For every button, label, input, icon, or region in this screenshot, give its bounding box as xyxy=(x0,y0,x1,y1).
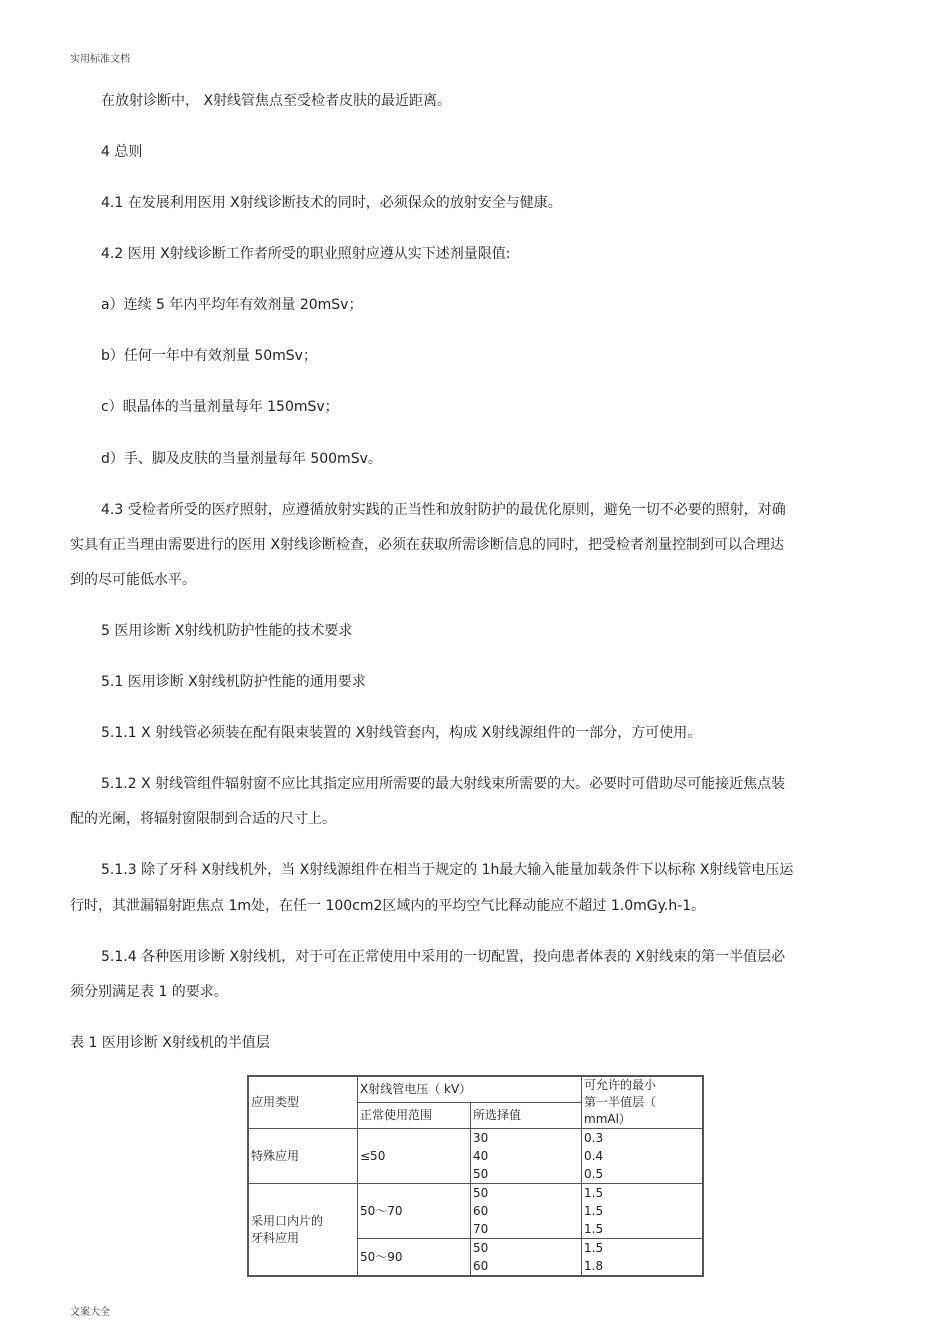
paragraph-line: 4.1 在发展利用医用 X射线诊断技术的同时，必须保众的放射安全与健康。 xyxy=(101,195,562,211)
selected-value: 70 xyxy=(473,1222,489,1236)
paragraph-line: 到的尽可能低水平。 xyxy=(70,572,196,588)
list-item: a）连续 5 年内平均年有效剂量 20mSv； xyxy=(101,297,363,313)
paragraph-line: 配的光阑，将辐射窗限制到合适的尺寸上。 xyxy=(70,811,336,827)
hvl-value: 0.4 xyxy=(584,1149,604,1163)
header-cell-selected: 所选择值 xyxy=(471,1103,582,1129)
section-heading-5-1: 5.1 医用诊断 X射线机防护性能的通用要求 xyxy=(101,674,366,690)
paragraph-line: 5.1.2 X 射线管组件辐射窗不应比其指定应用所需要的最大射线束所需要的大。必要时可借助尽可能接近焦点装 xyxy=(101,776,786,792)
table-row xyxy=(248,1184,703,1239)
hvl-value: 0.5 xyxy=(584,1167,604,1181)
header-hvl-line2: 第一半值层（ mmAl） xyxy=(584,1095,657,1126)
paragraph-line: 行时，其泄漏辐射距焦点 1m处，在任一 100cm2区域内的平均空气比释动能应不超过 1.0mGy.h-1。 xyxy=(70,898,706,914)
selected-value: 50 xyxy=(473,1241,489,1255)
paragraph-line: 4.3 受检者所受的医疗照射，应遵循放射实践的正当性和放射防护的最优化原则，避免一切不必要的照射，对确 xyxy=(101,502,786,518)
paragraph-line: 4.2 医用 X射线诊断工作者所受的职业照射应遵从实下述剂量限值: xyxy=(101,246,511,262)
paragraph-line: 实具有正当理由需要进行的医用 X射线诊断检查，必须在获取所需诊断信息的同时，把受检者剂量控制到可以合理达 xyxy=(70,537,785,553)
list-item: b）任何一年中有效剂量 50mSv； xyxy=(101,348,317,364)
page-footer: 文案大全 xyxy=(70,1307,110,1318)
cell-selected xyxy=(471,1129,582,1184)
hvl-value: 1.5 xyxy=(584,1204,604,1218)
selected-value: 60 xyxy=(473,1204,489,1218)
cell-type-line2: 牙科应用 xyxy=(251,1230,300,1245)
cell-type-line1: 采用口内片的 xyxy=(251,1213,324,1228)
header-cell-voltage: X射线管电压（ kV） xyxy=(358,1076,582,1103)
table-caption: 表 1 医用诊断 X射线机的半值层 xyxy=(70,1035,270,1051)
section-heading-5: 5 医用诊断 X射线机防护性能的技术要求 xyxy=(101,623,353,639)
selected-value: 60 xyxy=(473,1259,489,1273)
hvl-value: 1.5 xyxy=(584,1222,604,1236)
hvl-table xyxy=(247,1075,704,1277)
page-header: 实用标准文档 xyxy=(70,54,130,65)
cell-selected xyxy=(471,1184,582,1239)
hvl-value: 1.5 xyxy=(584,1241,604,1255)
cell-range: 50～90 xyxy=(358,1239,471,1277)
paragraph-line: 5.1.1 X 射线管必须装在配有限束装置的 X射线管套内，构成 X射线源组件的一部分，方可使用。 xyxy=(101,725,702,741)
cell-hvl xyxy=(582,1184,704,1239)
list-item: d）手、脚及皮肤的当量剂量每年 500mSv。 xyxy=(101,451,382,467)
cell-range: ≤50 xyxy=(358,1129,471,1184)
paragraph-line: 5.1.3 除了牙科 X射线机外，当 X射线源组件在相当于规定的 1h最大输入能量加载条件下以标称 X射线管电压运 xyxy=(101,862,794,878)
paragraph-line: 须分别满足表 1 的要求。 xyxy=(70,984,228,1000)
cell-type xyxy=(248,1184,358,1277)
selected-value: 40 xyxy=(473,1149,489,1163)
table-row xyxy=(248,1129,703,1184)
cell-range: 50～70 xyxy=(358,1184,471,1239)
header-cell-range: 正常使用范围 xyxy=(358,1103,471,1129)
hvl-value: 0.3 xyxy=(584,1131,604,1145)
list-item: c）眼晶体的当量剂量每年 150mSv； xyxy=(101,399,339,415)
paragraph-line: 5.1.4 各种医用诊断 X射线机，对于可在正常使用中采用的一切配置，投向患者体表的 X射线束的第一半值层必 xyxy=(101,949,786,965)
section-heading-4: 4 总则 xyxy=(101,144,143,160)
selected-value: 50 xyxy=(473,1167,489,1181)
table-header-row xyxy=(248,1076,703,1103)
cell-selected xyxy=(471,1239,582,1277)
cell-hvl xyxy=(582,1129,704,1184)
cell-hvl xyxy=(582,1239,704,1277)
paragraph-line: 在放射诊断中， X射线管焦点至受检者皮肤的最近距离。 xyxy=(101,93,452,109)
hvl-value: 1.5 xyxy=(584,1186,604,1200)
header-cell-hvl xyxy=(582,1076,704,1129)
selected-value: 50 xyxy=(473,1186,489,1200)
header-hvl-line1: 可允许的最小 xyxy=(584,1078,657,1092)
hvl-value: 1.8 xyxy=(584,1259,604,1273)
header-cell-type: 应用类型 xyxy=(248,1076,358,1129)
cell-type: 特殊应用 xyxy=(248,1129,358,1184)
selected-value: 30 xyxy=(473,1131,489,1145)
